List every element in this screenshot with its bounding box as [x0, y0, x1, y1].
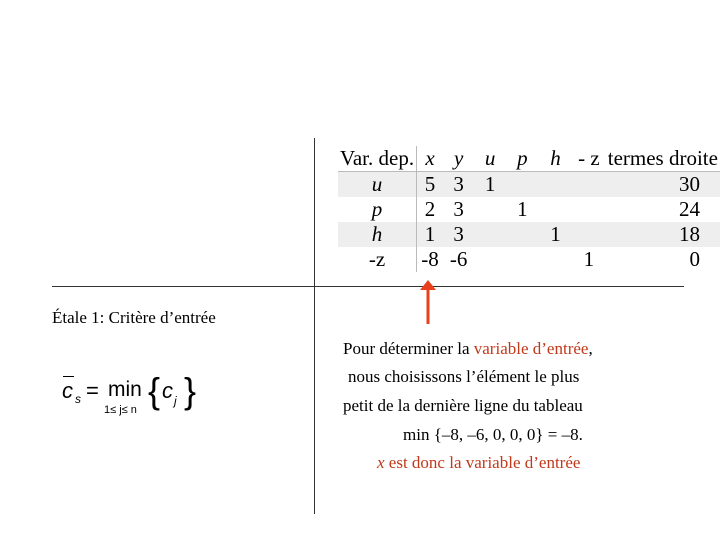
- horizontal-divider: [52, 286, 684, 287]
- formula-subscript-s: s: [75, 392, 81, 406]
- explanation-text: Pour déterminer la: [343, 339, 474, 358]
- header-x: x: [417, 146, 443, 172]
- cell: [506, 172, 539, 198]
- explanation-line-3: petit de la dernière ligne du tableau: [343, 396, 583, 415]
- bar-mark: [63, 376, 74, 377]
- explanation-text: ,: [588, 339, 593, 358]
- cell: [506, 247, 539, 272]
- cell-rhs: 0: [606, 247, 720, 272]
- cell: 2: [417, 197, 443, 222]
- cell: 3: [443, 222, 475, 247]
- variable-x: x: [377, 453, 385, 472]
- entering-variable-formula: [60, 372, 200, 422]
- up-arrow-icon: [420, 280, 436, 324]
- cell: 1: [417, 222, 443, 247]
- cell: [572, 197, 606, 222]
- cell: [572, 172, 606, 198]
- explanation-line-5: [377, 453, 580, 473]
- cell: 1: [539, 222, 572, 247]
- tableau-header-row: [338, 146, 720, 172]
- cell-rhs: 30: [606, 172, 720, 198]
- explanation-line-1: [343, 339, 593, 359]
- cell: 1: [474, 172, 505, 198]
- vertical-divider: [314, 138, 315, 514]
- header-rhs: termes droite: [606, 146, 720, 172]
- formula-subscript-j: j: [174, 394, 177, 408]
- cell: -8: [417, 247, 443, 272]
- cell: 3: [443, 197, 475, 222]
- header-y: y: [443, 146, 475, 172]
- header-u: u: [474, 146, 505, 172]
- table-row: [338, 247, 720, 272]
- cell: -6: [443, 247, 475, 272]
- table-row: [338, 172, 720, 198]
- explanation-line-2: nous choisissons l’élément le plus: [348, 367, 580, 386]
- row-var: u: [338, 172, 417, 198]
- explanation-text: est donc la variable d’entrée: [384, 453, 581, 472]
- explanation-line-4: min {–8, –6, 0, 0, 0} = –8.: [403, 425, 583, 444]
- formula-index-range: 1≤ j≤ n: [104, 404, 137, 416]
- stage-title: Étale 1: Critère d’entrée: [52, 308, 216, 327]
- cell: [474, 222, 505, 247]
- formula-min: min: [108, 378, 142, 401]
- cell: [572, 222, 606, 247]
- formula-cj: c: [162, 378, 173, 403]
- simplex-tableau: [338, 146, 720, 272]
- cell: [539, 247, 572, 272]
- formula-right-brace: }: [184, 370, 197, 411]
- cell-rhs: 24: [606, 197, 720, 222]
- row-var: -z: [338, 247, 417, 272]
- header-minus-z: - z: [572, 146, 606, 172]
- cell: [539, 197, 572, 222]
- header-p: p: [506, 146, 539, 172]
- cell: [506, 222, 539, 247]
- header-h: h: [539, 146, 572, 172]
- table-row: [338, 222, 720, 247]
- cell: [539, 172, 572, 198]
- entering-variable-term: variable d’entrée: [473, 339, 589, 358]
- cell: [474, 247, 505, 272]
- cell-rhs: 18: [606, 222, 720, 247]
- header-var-dep: Var. dep.: [338, 146, 417, 172]
- formula-equals: =: [86, 378, 99, 403]
- row-var: h: [338, 222, 417, 247]
- cell: 1: [506, 197, 539, 222]
- formula-c: c: [62, 378, 73, 403]
- table-row: [338, 197, 720, 222]
- formula-left-brace: {: [148, 370, 161, 411]
- cell: [474, 197, 505, 222]
- cell: 3: [443, 172, 475, 198]
- cell: 1: [572, 247, 606, 272]
- cell: 5: [417, 172, 443, 198]
- row-var: p: [338, 197, 417, 222]
